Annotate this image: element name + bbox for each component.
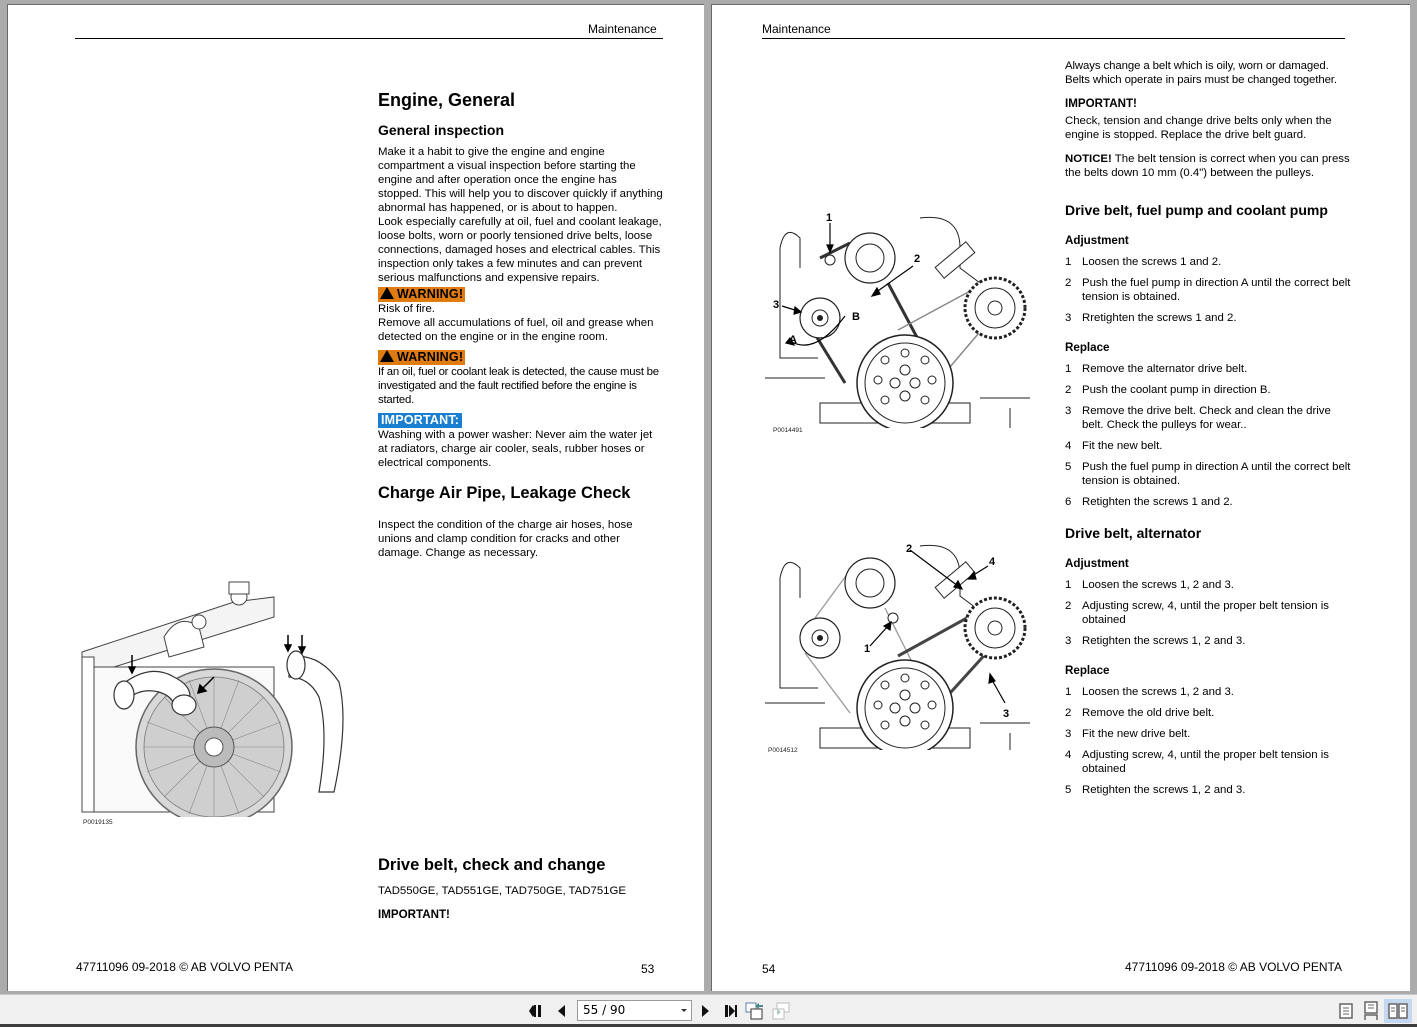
last-page-button[interactable] bbox=[721, 1000, 739, 1022]
single-page-icon bbox=[1339, 1003, 1353, 1019]
important-label: IMPORTANT! bbox=[378, 908, 450, 921]
radiator-illustration bbox=[74, 577, 354, 827]
first-page-icon bbox=[529, 1004, 545, 1018]
page-number: 53 bbox=[641, 962, 655, 976]
adjustment-steps bbox=[1065, 578, 1355, 648]
right-text-column bbox=[1065, 59, 1355, 804]
model-list: TAD550GE, TAD551GE, TAD750GE, TAD751GE bbox=[378, 885, 626, 897]
step: 1 Loosen the screws 1 and 2. bbox=[1065, 256, 1222, 268]
step: 2 Push the fuel pump in direction A until the correct belt tension is obtained. bbox=[1065, 277, 1351, 303]
important-text: Washing with a power washer: Never aim the water jet at radiators, charge air cooler, seals, rubber hoses or electrical components. bbox=[378, 429, 653, 469]
paragraph: Inspect the condition of the charge air hoses, hose unions and clamp condition for cracks and other damage. Change as necessary. bbox=[378, 519, 633, 559]
callout-1: 1 bbox=[826, 212, 833, 224]
callout-B: B bbox=[852, 311, 860, 323]
warning-label: WARNING! bbox=[397, 287, 464, 301]
previous-view-button[interactable] bbox=[744, 1000, 766, 1022]
paragraph: Look especially carefully at oil, fuel and coolant leakage, loose bolts, worn or poorly tensioned drive belts, loose connections, damaged hoses and electrical cables. This inspection only takes a few minutes and can prevent serious malfunctions and expensive repairs. bbox=[378, 216, 662, 284]
step: 1 Remove the alternator drive belt. bbox=[1065, 363, 1248, 375]
next-view-icon bbox=[772, 1002, 792, 1020]
last-page-icon bbox=[722, 1004, 738, 1018]
notice-paragraph bbox=[1065, 152, 1355, 180]
subsection-heading: Drive belt, fuel pump and coolant pump bbox=[1065, 202, 1328, 218]
paragraph: Make it a habit to give the engine and engine compartment a visual inspection before starting the engine and after operation once the engine has stopped. This will help you to discover quickly if anything abnormal has happened, or is about to happen. bbox=[378, 146, 663, 214]
previous-page-icon bbox=[557, 1004, 567, 1018]
step: 3 Fit the new drive belt. bbox=[1065, 728, 1191, 740]
chevron-down-icon bbox=[681, 1009, 687, 1012]
engine-belt-drawing bbox=[760, 208, 1030, 428]
callout-A: A bbox=[789, 334, 797, 346]
paragraph: Always change a belt which is oily, worn or damaged. Belts which operate in pairs must be changed together. bbox=[1065, 60, 1337, 86]
callout-3: 3 bbox=[1003, 708, 1010, 720]
important-notice bbox=[378, 413, 663, 470]
page-number: 54 bbox=[762, 962, 776, 976]
continuous-view-button[interactable] bbox=[1358, 999, 1384, 1023]
procedure-heading: Adjustment bbox=[1065, 557, 1129, 570]
continuous-pages-icon bbox=[1364, 1001, 1378, 1021]
notice-label: NOTICE! bbox=[1065, 153, 1112, 165]
step: 5 Retighten the screws 1, 2 and 3. bbox=[1065, 784, 1246, 796]
step: 6 Retighten the screws 1 and 2. bbox=[1065, 496, 1233, 508]
step: 1 Loosen the screws 1, 2 and 3. bbox=[1065, 579, 1234, 591]
document-footer: 47711096 09-2018 © AB VOLVO PENTA bbox=[76, 960, 293, 974]
figure-id: P0014491 bbox=[773, 427, 803, 434]
running-header: Maintenance bbox=[588, 22, 657, 36]
callout-1: 1 bbox=[864, 643, 871, 655]
step: 3 Rretighten the screws 1 and 2. bbox=[1065, 312, 1237, 324]
running-header: Maintenance bbox=[762, 22, 831, 36]
warning-triangle-icon bbox=[380, 287, 394, 299]
header-rule bbox=[762, 38, 1345, 39]
warning-triangle-icon bbox=[380, 350, 394, 362]
page-number-value: 55 / 90 bbox=[583, 1003, 626, 1017]
step: 4 Fit the new belt. bbox=[1065, 440, 1163, 452]
section-title: Charge Air Pipe, Leakage Check bbox=[378, 484, 631, 502]
paragraph: Check, tension and change drive belts only when the engine is stopped. Replace the drive belt guard. bbox=[1065, 115, 1332, 141]
first-page-button[interactable] bbox=[528, 1000, 546, 1022]
callout-4: 4 bbox=[989, 556, 996, 568]
section-title: Engine, General bbox=[378, 90, 516, 110]
replace-steps bbox=[1065, 362, 1355, 509]
step: 4 Adjusting screw, 4, until the proper belt tension is obtained bbox=[1065, 749, 1329, 775]
engine-belt-drawing bbox=[760, 538, 1030, 750]
belt-diagram-fuel-coolant bbox=[760, 208, 1030, 438]
section-title: Drive belt, check and change bbox=[378, 856, 606, 874]
callout-3: 3 bbox=[773, 299, 780, 311]
step: 2 Push the coolant pump in direction B. bbox=[1065, 384, 1271, 396]
document-footer: 47711096 09-2018 © AB VOLVO PENTA bbox=[1125, 960, 1342, 974]
important-label: IMPORTANT! bbox=[1065, 97, 1137, 110]
procedure-heading: Replace bbox=[1065, 341, 1110, 354]
pdf-page-54 bbox=[711, 4, 1410, 991]
warning-text: If an oil, fuel or coolant leak is detected, the cause must be investigated and the fault rectified before the engine is started. bbox=[378, 366, 659, 406]
warning-badge bbox=[378, 350, 465, 365]
single-page-view-button[interactable] bbox=[1333, 999, 1359, 1023]
warning-notice bbox=[378, 350, 663, 407]
pdf-page-53 bbox=[7, 4, 704, 991]
previous-page-button[interactable] bbox=[555, 1000, 569, 1022]
procedure-heading: Adjustment bbox=[1065, 234, 1129, 247]
next-page-icon bbox=[700, 1004, 710, 1018]
warning-text: Risk of fire. bbox=[378, 303, 435, 315]
facing-pages-view-button[interactable] bbox=[1384, 999, 1412, 1023]
warning-text: Remove all accumulations of fuel, oil and grease when detected on the engine or in the engine room. bbox=[378, 317, 654, 343]
step: 3 Retighten the screws 1, 2 and 3. bbox=[1065, 635, 1246, 647]
drive-belt-intro bbox=[378, 854, 678, 922]
callout-2: 2 bbox=[906, 543, 913, 555]
step: 1 Loosen the screws 1, 2 and 3. bbox=[1065, 686, 1234, 698]
figure-id: P0014512 bbox=[768, 747, 798, 754]
callout-2: 2 bbox=[914, 253, 921, 265]
step: 5 Push the fuel pump in direction A until the correct belt tension is obtained. bbox=[1065, 461, 1351, 487]
subsection-heading: Drive belt, alternator bbox=[1065, 525, 1202, 541]
belt-diagram-alternator bbox=[760, 538, 1030, 763]
step: 2 Adjusting screw, 4, until the proper belt tension is obtained bbox=[1065, 600, 1329, 626]
figure-id: P0019135 bbox=[83, 819, 113, 826]
step: 3 Remove the drive belt. Check and clean the drive belt. Check the pulleys for wear.. bbox=[1065, 405, 1331, 431]
facing-pages-icon bbox=[1388, 1003, 1408, 1019]
header-rule bbox=[75, 38, 663, 39]
subsection-heading: General inspection bbox=[378, 122, 505, 138]
viewer-toolbar bbox=[0, 994, 1417, 1025]
warning-notice bbox=[378, 287, 663, 344]
warning-badge bbox=[378, 287, 465, 302]
notice-text: The belt tension is correct when you can press the belts down 10 mm (0.4") between the pulleys. bbox=[1065, 153, 1350, 179]
radiator-drawing bbox=[74, 577, 354, 817]
replace-steps bbox=[1065, 685, 1355, 797]
left-text-column bbox=[378, 89, 663, 560]
step: 2 Remove the old drive belt. bbox=[1065, 707, 1215, 719]
page-number-select[interactable] bbox=[577, 1000, 692, 1021]
important-badge: IMPORTANT: bbox=[378, 413, 462, 428]
next-page-button[interactable] bbox=[698, 1000, 712, 1022]
next-view-button[interactable] bbox=[771, 1000, 793, 1022]
procedure-heading: Replace bbox=[1065, 664, 1110, 677]
adjustment-steps bbox=[1065, 255, 1355, 325]
previous-view-icon bbox=[745, 1002, 765, 1020]
warning-label: WARNING! bbox=[397, 350, 464, 364]
